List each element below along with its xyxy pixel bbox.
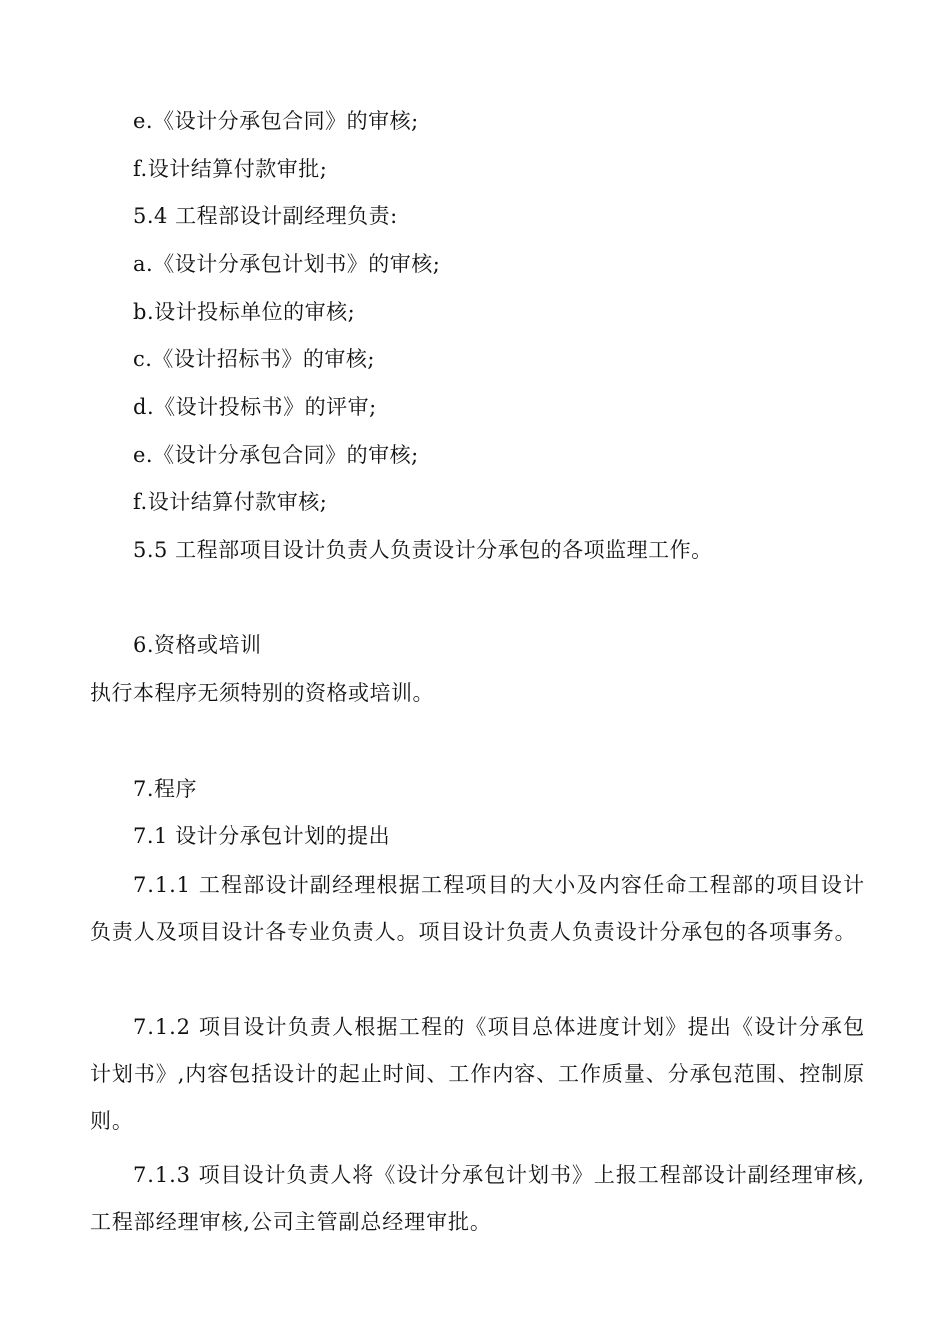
duty-item-c-tender-review: c.《设计招标书》的审核; — [133, 347, 376, 371]
duty-item-f-payment-review: f.设计结算付款审核; — [133, 490, 328, 514]
section-5-4-heading: 5.4 工程部设计副经理负责: — [133, 204, 398, 228]
duty-item-d-bid-evaluation: d.《设计投标书》的评审; — [133, 395, 377, 419]
section-7-heading: 7.程序 — [133, 777, 198, 801]
section-5-5-text: 5.5 工程部项目设计负责人负责设计分承包的各项监理工作。 — [133, 538, 713, 562]
duty-item-f-payment-approval: f.设计结算付款审批; — [133, 157, 328, 181]
duty-item-e-contract-review-2: e.《设计分承包合同》的审核; — [133, 443, 419, 467]
qualification-text: 执行本程序无须特别的资格或培训。 — [90, 681, 434, 705]
paragraph-7-1-3: 7.1.3 项目设计负责人将《设计分承包计划书》上报工程部设计副经理审核,工程部经理审核,公司主管副总经理审批。 — [90, 1163, 865, 1234]
duty-item-e-contract-review: e.《设计分承包合同》的审核; — [133, 109, 419, 133]
paragraph-7-1-1: 7.1.1 工程部设计副经理根据工程项目的大小及内容任命工程部的项目设计负责人及项目设计各专业负责人。项目设计负责人负责设计分承包的各项事务。 — [90, 873, 865, 944]
paragraph-7-1-2: 7.1.2 项目设计负责人根据工程的《项目总体进度计划》提出《设计分承包计划书》,内容包括设计的起止时间、工作内容、工作质量、分承包范围、控制原则。 — [90, 1015, 865, 1133]
section-6-heading: 6.资格或培训 — [133, 633, 262, 657]
section-7-1-heading: 7.1 设计分承包计划的提出 — [133, 824, 391, 848]
duty-item-a-plan-review: a.《设计分承包计划书》的审核; — [133, 252, 441, 276]
duty-item-b-bidder-review: b.设计投标单位的审核; — [133, 300, 356, 324]
